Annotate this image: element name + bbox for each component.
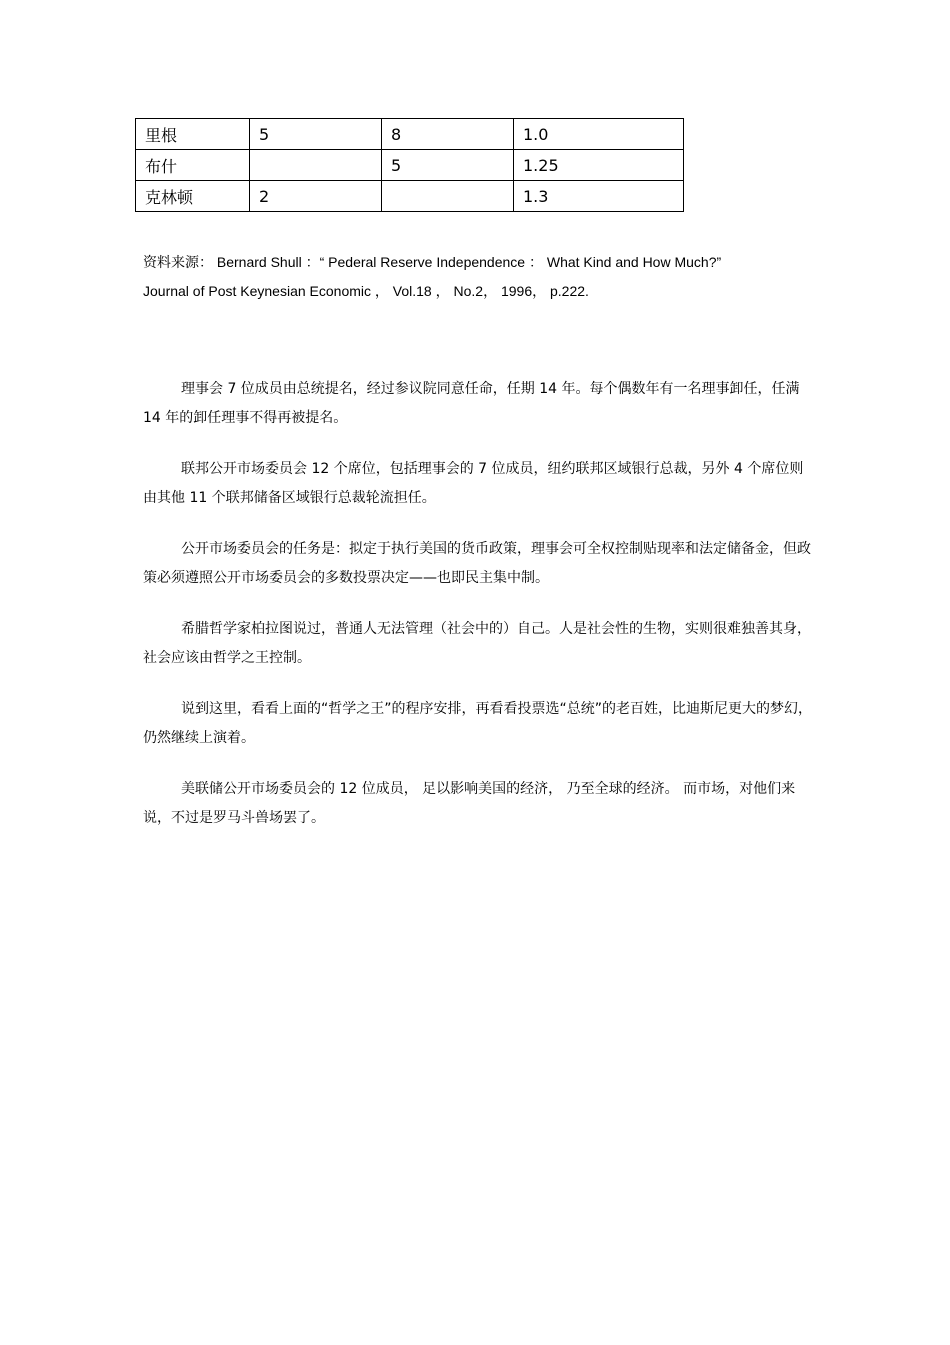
paragraph: 说到这里，看看上面的“哲学之王”的程序安排，再看看投票选“总统”的老百姓，比迪斯尼更大的梦幻，仍然继续上演着。 — [143, 701, 813, 746]
table-cell: 克林顿 — [136, 181, 250, 212]
source-line: Journal of Post Keynesian Economic ， Vol.18 ， No.2， 1996， p.222. — [143, 283, 589, 299]
data-table — [135, 118, 684, 212]
table-cell: 5 — [382, 150, 514, 181]
table-cell — [382, 181, 514, 212]
paragraph: 希腊哲学家柏拉图说过，普通人无法管理（社会中的）自己。人是社会性的生物，实则很难独善其身，社会应该由哲学之王控制。 — [143, 621, 811, 666]
table-cell: 8 — [382, 119, 514, 150]
table-cell: 1.0 — [514, 119, 684, 150]
paragraph: 联邦公开市场委员会 12 个席位，包括理事会的 7 位成员，纽约联邦区域银行总裁，另外 4 个席位则由其他 11 个联邦储备区域银行总裁轮流担任。 — [143, 461, 804, 506]
table-cell: 2 — [250, 181, 382, 212]
table-cell: 里根 — [136, 119, 250, 150]
table-cell: 1.3 — [514, 181, 684, 212]
table-row — [136, 119, 684, 150]
paragraph: 美联储公开市场委员会的 12 位成员， 足以影响美国的经济， 乃至全球的经济。 而市场，对他们来说，不过是罗马斗兽场罢了。 — [143, 781, 796, 826]
table-cell: 5 — [250, 119, 382, 150]
table-cell: 布什 — [136, 150, 250, 181]
paragraph: 理事会 7 位成员由总统提名，经过参议院同意任命，任期 14 年。每个偶数年有一名理事卸任，任满 14 年的卸任理事不得再被提名。 — [143, 381, 800, 426]
source-line: 资料来源： Bernard Shull ：“ Pederal Reserve Independence ： What Kind and How Much?” — [143, 254, 722, 270]
table-cell: 1.25 — [514, 150, 684, 181]
source-citation — [143, 248, 823, 306]
table-cell — [250, 150, 382, 181]
table-row — [136, 181, 684, 212]
paragraph: 公开市场委员会的任务是：拟定于执行美国的货币政策，理事会可全权控制贴现率和法定储备金，但政策必须遵照公开市场委员会的多数投票决定——也即民主集中制。 — [143, 541, 811, 586]
table-row — [136, 150, 684, 181]
